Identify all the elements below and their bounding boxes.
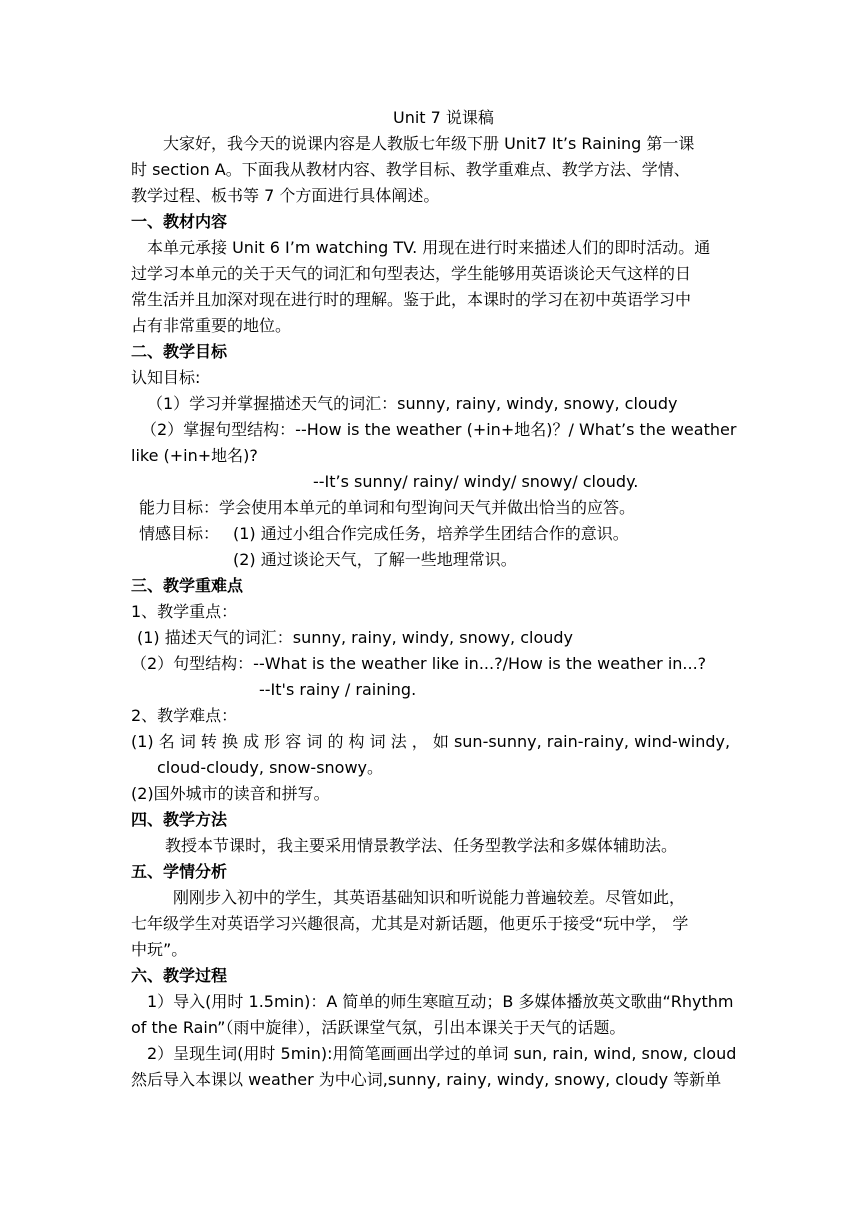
emotion-goal-2: (2) 通过谈论天气，了解一些地理常识。 [233,550,517,569]
section-1-line-3: 常生活并且加深对现在进行时的理解。鉴于此，本课时的学习在初中英语学习中 [131,290,692,309]
cognitive-goal-1: （1）学习并掌握描述天气的词汇：sunny, rainy, windy, snowy, cloudy [147,394,678,413]
section-5-line-3: 中玩”。 [131,940,188,959]
intro-line-1: 大家好，我今天的说课内容是人教版七年级下册 Unit7 It’s Raining 第一课 [163,134,695,153]
section-6-line-1: 1）导入(用时 1.5min)：A 简单的师生寒暄互动；B 多媒体播放英文歌曲“Rhythm [147,992,734,1011]
section-1-line-4: 占有非常重要的地位。 [131,316,292,335]
document-title: Unit 7 说课稿 [393,108,494,127]
section-5-line-2: 七年级学生对英语学习兴趣很高，尤其是对新话题，他更乐于接受“玩中学， 学 [131,914,689,933]
section-1-line-2: 过学习本单元的关于天气的词汇和句型表达，学生能够用英语谈论天气这样的日 [131,264,692,283]
section-4-line: 教授本节课时，我主要采用情景教学法、任务型教学法和多媒体辅助法。 [165,836,678,855]
difficult-point-1-cont: cloud-cloudy, snow-snowy。 [157,758,384,777]
section-4-heading: 四、教学方法 [131,810,228,829]
cognitive-goal-label: 认知目标: [131,368,201,387]
cognitive-goal-2-answer: --It’s sunny/ rainy/ windy/ snowy/ cloudy. [313,472,639,491]
intro-line-3: 教学过程、板书等 7 个方面进行具体阐述。 [131,186,440,205]
section-6-line-3: 2）呈现生词(用时 5min):用简笔画画出学过的单词 sun, rain, wind, snow, cloud [147,1044,737,1063]
cognitive-goal-2-cont: like (+in+地名)? [131,446,258,465]
section-1-line-1: 本单元承接 Unit 6 I’m watching TV. 用现在进行时来描述人们的即时活动。通 [147,238,711,257]
section-3-heading: 三、教学重难点 [131,576,244,595]
key-point-2-answer: --It's rainy / raining. [259,680,417,699]
intro-line-2: 时 section A。下面我从教材内容、教学目标、教学重难点、教学方法、学情、 [131,160,690,179]
key-point-1: (1) 描述天气的词汇：sunny, rainy, windy, snowy, cloudy [137,628,574,647]
section-6-heading: 六、教学过程 [131,966,228,985]
difficult-points-label: 2、教学难点： [131,706,238,725]
difficult-point-1: (1) 名 词 转 换 成 形 容 词 的 构 词 法 ， 如 sun-sunny, rain-rainy, wind-windy, [131,732,731,751]
emotion-goal-1: (1) 通过小组合作完成任务，培养学生团结合作的意识。 [233,524,629,543]
section-5-line-1: 刚刚步入初中的学生，其英语基础知识和听说能力普遍较差。尽管如此， [173,888,686,907]
section-2-heading: 二、教学目标 [131,342,228,361]
section-1-heading: 一、教材内容 [131,212,228,231]
cognitive-goal-2: （2）掌握句型结构：--How is the weather (+in+地名)？/ What’s the weather [141,420,737,439]
emotion-goal-label: 情感目标： [139,524,220,543]
section-6-line-2: of the Rain”（雨中旋律），活跃课堂气氛，引出本课关于天气的话题。 [131,1018,626,1037]
key-points-label: 1、教学重点： [131,602,238,621]
section-6-line-4: 然后导入本课以 weather 为中心词,sunny, rainy, windy, snowy, cloudy 等新单 [131,1070,722,1089]
key-point-2: （2）句型结构：--What is the weather like in...?/How is the weather in...? [131,654,707,673]
difficult-point-2: (2)国外城市的读音和拼写。 [131,784,330,803]
ability-goal: 能力目标：学会使用本单元的单词和句型询问天气并做出恰当的应答。 [139,498,636,517]
section-5-heading: 五、学情分析 [131,862,228,881]
